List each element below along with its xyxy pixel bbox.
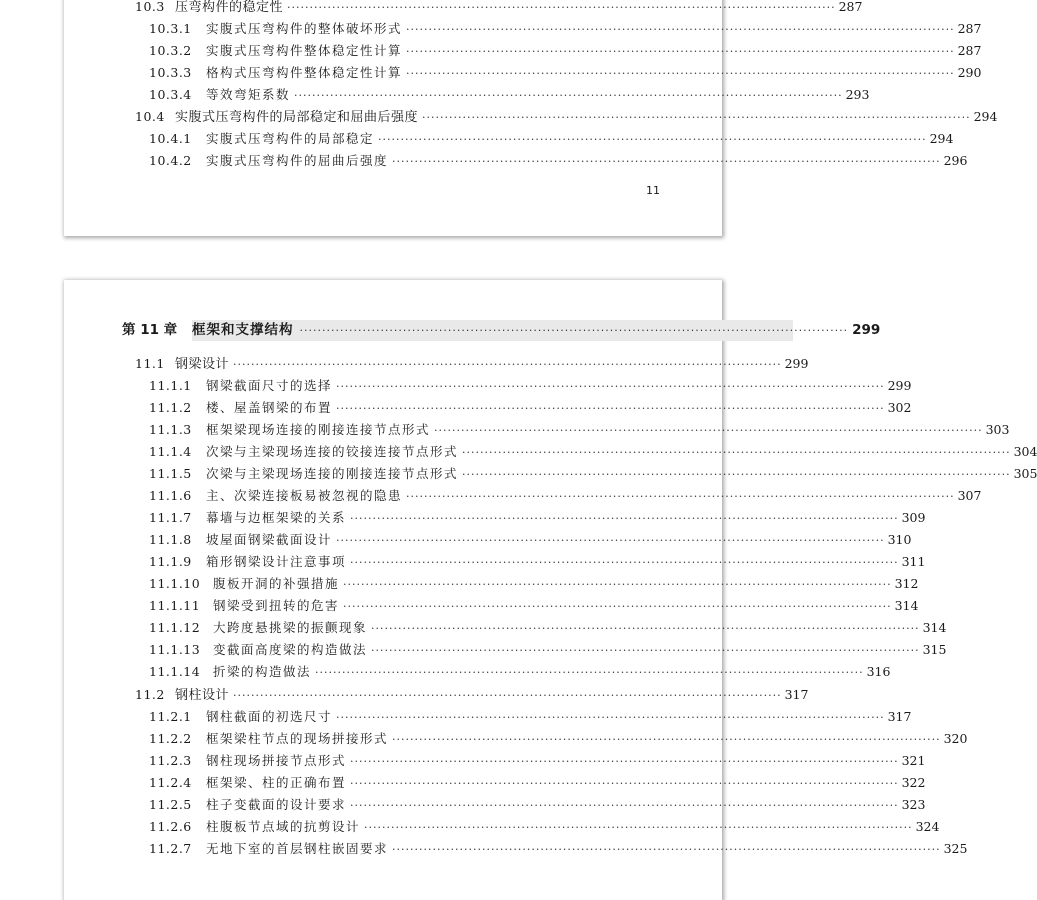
entry-page: 287: [838, 0, 863, 14]
entry-number: 10.4.1: [149, 131, 192, 146]
entry-page: 311: [901, 554, 926, 569]
dot-leader: [406, 19, 955, 41]
entry-number: 10.4: [135, 109, 165, 124]
entry-page: 293: [845, 87, 870, 102]
entry-number: 11.1.13: [149, 642, 201, 657]
entry-number: 10.3.3: [149, 65, 192, 80]
entry-title: 钢柱设计: [175, 688, 230, 703]
entry-number: 11.2.6: [149, 819, 192, 834]
entry-title: 框架梁、柱的正确布置: [206, 775, 347, 790]
toc-entry[interactable]: [135, 106, 998, 128]
dot-leader: [406, 41, 955, 63]
entry-number: 11.1.1: [149, 378, 192, 393]
entry-number: 11.1.6: [149, 488, 192, 503]
entry-title: 钢梁设计: [175, 357, 230, 372]
entry-number: 11.1.2: [149, 400, 192, 415]
toc-entry[interactable]: [149, 551, 926, 573]
entry-page: 317: [784, 687, 809, 702]
entry-title: 箱形钢梁设计注意事项: [206, 554, 347, 569]
dot-leader: [315, 662, 864, 684]
chapter-heading[interactable]: [122, 320, 881, 341]
dot-leader: [406, 486, 955, 508]
entry-title: 实腹式压弯构件的整体破坏形式: [206, 21, 403, 36]
entry-number: 11.1.5: [149, 466, 192, 481]
entry-number: 11.1.12: [149, 620, 201, 635]
entry-page: 325: [943, 841, 968, 856]
chapter-page: 299: [852, 322, 881, 338]
dot-leader: [233, 354, 782, 376]
entry-title: 等效弯矩系数: [206, 87, 291, 102]
toc-entry[interactable]: [149, 507, 926, 529]
entry-page: 287: [957, 21, 982, 36]
entry-page: 307: [957, 488, 982, 503]
entry-number: 10.4.2: [149, 153, 192, 168]
entry-page: 310: [887, 532, 912, 547]
entry-title: 框架梁柱节点的现场拼接形式: [206, 731, 389, 746]
entry-page: 296: [943, 153, 968, 168]
toc-entry[interactable]: [149, 595, 919, 617]
entry-page: 314: [894, 598, 919, 613]
dot-leader: [378, 129, 927, 151]
entry-number: 11.2: [135, 687, 165, 702]
entry-title: 变截面高度梁的构造做法: [213, 642, 368, 657]
toc-entry[interactable]: [135, 684, 809, 706]
entry-title: 无地下室的首层钢柱嵌固要求: [206, 841, 389, 856]
toc-entry[interactable]: [149, 706, 912, 728]
toc-entry[interactable]: [149, 794, 926, 816]
entry-title: 腹板开洞的补强措施: [213, 576, 340, 591]
entry-number: 10.3.4: [149, 87, 192, 102]
entry-number: 11.1.11: [149, 598, 201, 613]
entry-number: 11.2.7: [149, 841, 192, 856]
toc-entry[interactable]: [149, 375, 912, 397]
entry-page: 287: [957, 43, 982, 58]
toc-entry[interactable]: [149, 18, 982, 40]
toc-entry[interactable]: [149, 84, 870, 106]
dot-leader: [233, 685, 782, 707]
dot-leader: [336, 707, 885, 729]
dot-leader: [343, 596, 892, 618]
entry-page: 317: [887, 709, 912, 724]
entry-title: 实腹式压弯构件的屈曲后强度: [206, 153, 389, 168]
toc-entry[interactable]: [149, 750, 926, 772]
dot-leader: [392, 151, 941, 173]
entry-page: 323: [901, 797, 926, 812]
entry-title: 钢梁截面尺寸的选择: [206, 378, 333, 393]
entry-number: 10.3: [135, 0, 165, 14]
entry-page: 303: [985, 422, 1010, 437]
toc-entry[interactable]: [149, 816, 940, 838]
entry-number: 11.1.10: [149, 576, 201, 591]
entry-number: 11.2.5: [149, 797, 192, 812]
toc-entry[interactable]: [149, 573, 919, 595]
dot-leader: [350, 552, 899, 574]
chapter-highlight: [192, 320, 881, 341]
toc-page-current: [64, 280, 1037, 900]
dot-leader: [462, 464, 1011, 486]
entry-title: 折梁的构造做法: [213, 664, 312, 679]
entry-number: 11.2.4: [149, 775, 192, 790]
entry-page: 320: [943, 731, 968, 746]
entry-page: 302: [887, 400, 912, 415]
entry-page: 314: [922, 620, 947, 635]
entry-page: 305: [1013, 466, 1037, 481]
toc-entry[interactable]: [149, 529, 912, 551]
entry-page: 290: [957, 65, 982, 80]
dot-leader: [434, 420, 983, 442]
dot-leader: [350, 773, 899, 795]
entry-page: 324: [915, 819, 940, 834]
entry-number: 10.3.1: [149, 21, 192, 36]
toc-entry[interactable]: [149, 463, 1037, 485]
entry-title: 压弯构件的稳定性: [175, 0, 284, 15]
toc-entry[interactable]: [149, 661, 891, 683]
dot-leader: [406, 63, 955, 85]
dot-leader: [294, 85, 843, 107]
toc-entry[interactable]: [149, 419, 1010, 441]
toc-entry[interactable]: [149, 128, 954, 150]
entry-page: 294: [973, 109, 998, 124]
toc-entry[interactable]: [149, 62, 982, 84]
entry-title: 钢柱现场拼接节点形式: [206, 753, 347, 768]
entry-title: 大跨度悬挑梁的振颤现象: [213, 620, 368, 635]
dot-leader: [371, 640, 920, 662]
entry-number: 11.1.3: [149, 422, 192, 437]
entry-page: 321: [901, 753, 926, 768]
toc-entry[interactable]: [135, 0, 863, 18]
entry-title: 坡屋面钢梁截面设计: [206, 532, 333, 547]
entry-page: 309: [901, 510, 926, 525]
toc-entry[interactable]: [149, 397, 912, 419]
dot-leader: [287, 0, 836, 19]
entry-title: 次梁与主梁现场连接的刚接连接节点形式: [206, 466, 459, 481]
entry-page: 299: [887, 378, 912, 393]
entry-page: 294: [929, 131, 954, 146]
entry-title: 框架梁现场连接的刚接连接节点形式: [206, 422, 431, 437]
dot-leader: [350, 508, 899, 530]
toc-entry[interactable]: [149, 617, 947, 639]
dot-leader: [336, 376, 885, 398]
toc-entry[interactable]: [149, 728, 968, 750]
dot-leader: [364, 817, 913, 839]
entry-title: 实腹式压弯构件整体稳定性计算: [206, 43, 403, 58]
toc-entry[interactable]: [149, 772, 926, 794]
entry-title: 幕墙与边框架梁的关系: [206, 510, 347, 525]
page-folio: 11: [646, 184, 660, 197]
toc-page-previous: [64, 0, 998, 236]
entry-number: 11.1.7: [149, 510, 192, 525]
entry-title: 格构式压弯构件整体稳定性计算: [206, 65, 403, 80]
dot-leader: [392, 839, 941, 861]
dot-leader: [343, 574, 892, 596]
entry-number: 11.2.1: [149, 709, 192, 724]
dot-leader: [462, 442, 1011, 464]
entry-page: 312: [894, 576, 919, 591]
entry-title: 楼、屋盖钢梁的布置: [206, 400, 333, 415]
entry-page: 316: [866, 664, 891, 679]
entry-number: 11.1.14: [149, 664, 201, 679]
dot-leader: [336, 398, 885, 420]
dot-leader: [300, 320, 849, 341]
entry-page: 315: [922, 642, 947, 657]
entry-page: 304: [1013, 444, 1037, 459]
entry-number: 11.2.2: [149, 731, 192, 746]
toc-entry[interactable]: [149, 150, 968, 172]
toc-entry[interactable]: [135, 353, 809, 375]
entry-title: 钢柱截面的初选尺寸: [206, 709, 333, 724]
entry-number: 11.2.3: [149, 753, 192, 768]
entry-number: 11.1.9: [149, 554, 192, 569]
entry-title: 次梁与主梁现场连接的铰接连接节点形式: [206, 444, 459, 459]
entry-title: 钢梁受到扭转的危害: [213, 598, 340, 613]
chapter-title: 框架和支撑结构: [192, 322, 294, 338]
toc-entry[interactable]: [149, 40, 982, 62]
dot-leader: [371, 618, 920, 640]
dot-leader: [422, 107, 971, 129]
toc-entry[interactable]: [149, 639, 947, 661]
entry-title: 实腹式压弯构件的局部稳定和屈曲后强度: [175, 110, 419, 125]
entry-number: 11.1: [135, 356, 165, 371]
entry-page: 299: [784, 356, 809, 371]
chapter-number: 第 11 章: [122, 322, 178, 338]
dot-leader: [336, 530, 885, 552]
entry-page: 322: [901, 775, 926, 790]
entry-title: 柱子变截面的设计要求: [206, 797, 347, 812]
toc-entry[interactable]: [149, 485, 982, 507]
dot-leader: [350, 751, 899, 773]
toc-entry[interactable]: [149, 441, 1037, 463]
entry-title: 主、次梁连接板易被忽视的隐患: [206, 488, 403, 503]
entry-title: 实腹式压弯构件的局部稳定: [206, 131, 375, 146]
entry-number: 11.1.8: [149, 532, 192, 547]
dot-leader: [392, 729, 941, 751]
entry-number: 10.3.2: [149, 43, 192, 58]
dot-leader: [350, 795, 899, 817]
entry-title: 柱腹板节点域的抗剪设计: [206, 819, 361, 834]
entry-number: 11.1.4: [149, 444, 192, 459]
toc-entry[interactable]: [149, 838, 968, 860]
